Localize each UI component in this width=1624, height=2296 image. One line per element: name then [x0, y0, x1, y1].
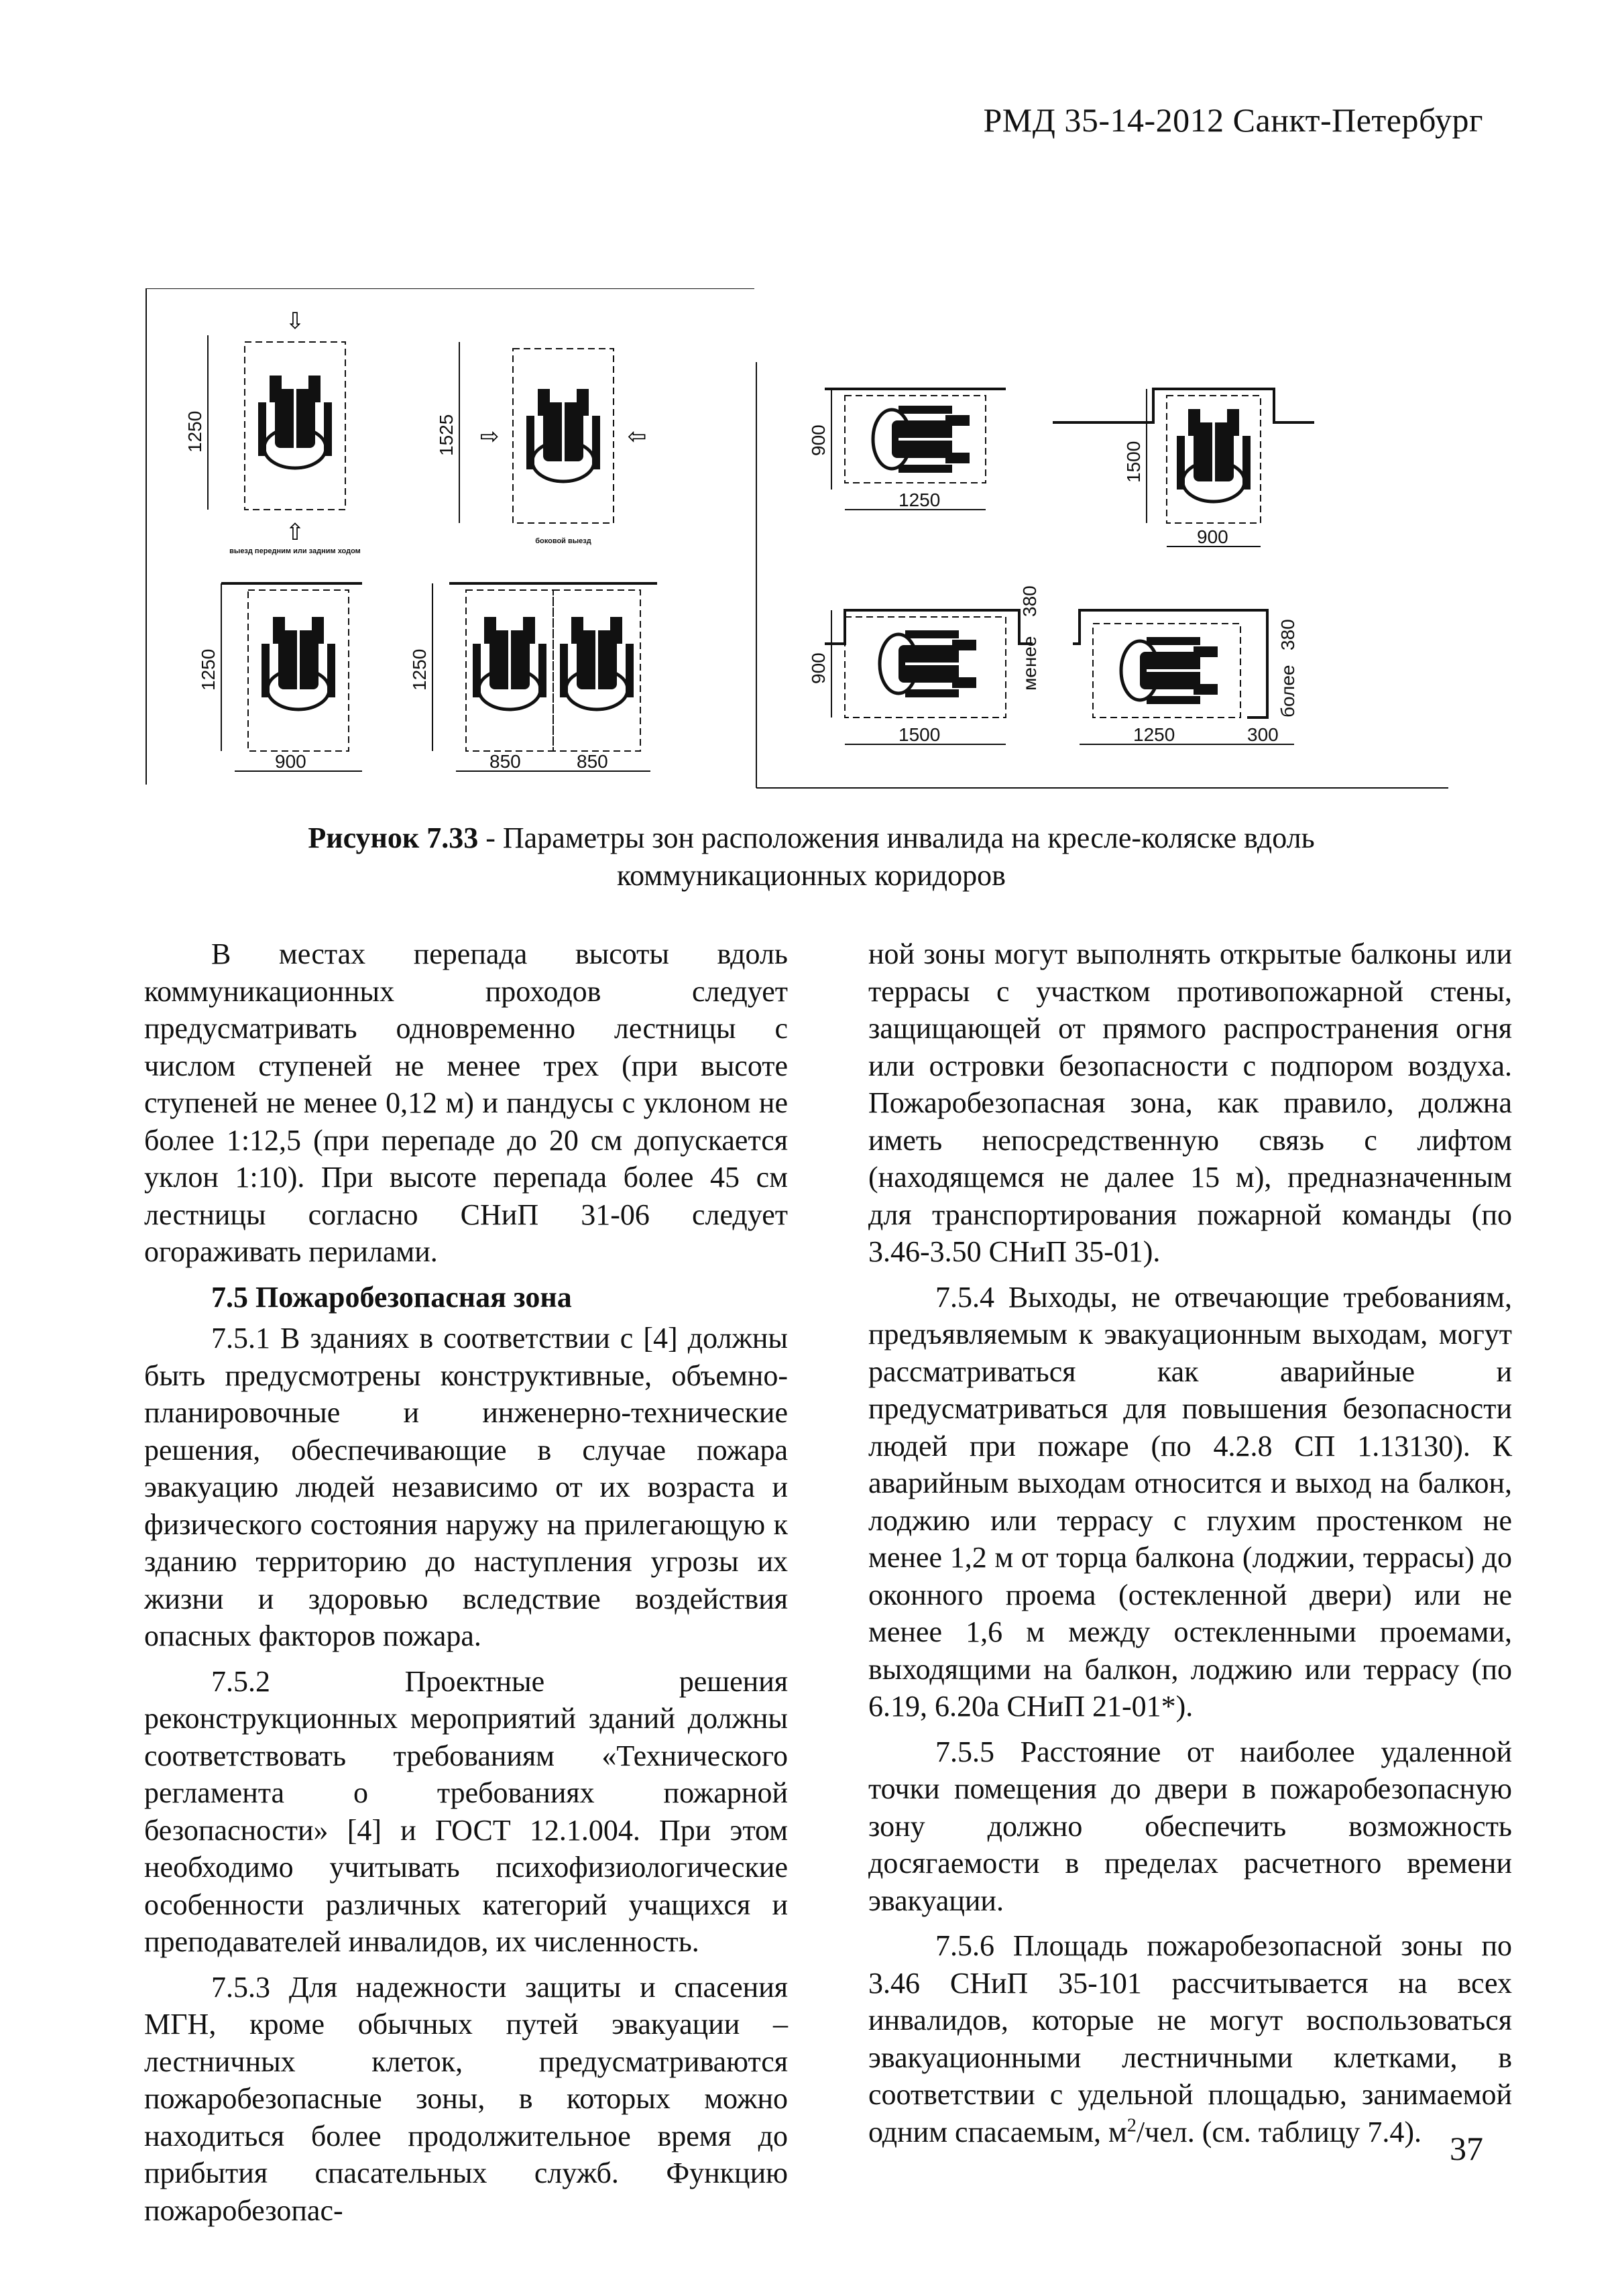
- running-header: РМД 35-14-2012 Санкт-Петербург: [983, 101, 1483, 139]
- caption-label: Рисунок: [308, 821, 420, 854]
- paragraph-text: /чел. (см. таблицу 7.4).: [1136, 2115, 1422, 2148]
- dim-label: 1500: [898, 724, 941, 745]
- dim-label: более: [1277, 665, 1298, 718]
- svg-text:⇩: ⇩: [285, 308, 305, 335]
- note-label: боковой выезд: [535, 537, 591, 545]
- svg-text:⇨: ⇨: [479, 423, 500, 450]
- zone-niche-side-less: [808, 585, 1040, 745]
- dim-label: 380: [1277, 619, 1298, 650]
- zone-corridor-side: [808, 389, 1006, 510]
- zone-front-exit: [184, 308, 361, 555]
- figure-wheelchair-zones: [134, 288, 1495, 805]
- dim-label: 900: [1197, 526, 1228, 547]
- dim-label: 850: [577, 751, 608, 772]
- caption-line2: коммуникационных коридоров: [617, 859, 1006, 892]
- svg-text:⇧: ⇧: [285, 519, 305, 546]
- dim-label: 1250: [1133, 724, 1175, 745]
- paragraph-text: 7.5.6 Площадь пожаробезопасной зоны по 3.46 СНиП 35-101 рассчитывается на всех инвалидов, которые не могут воспользоваться эвакуационными лестничными клетками, в соответствии с удельной площадью, занимаемой одним спасаемым, м: [868, 1929, 1512, 2148]
- svg-text:⇦: ⇦: [627, 423, 647, 450]
- paragraph: 7.5.3 Для надежности защиты и спасения МГН, кроме обычных путей эвакуации – лестничных клеток, предусматриваются пожаробезопасные зоны, в которых можно находиться более продолжительное время до прибытия спасательных служб. Функцию пожаробезопас-: [144, 1970, 788, 2227]
- section-heading: 7.5 Пожаробезопасная зона: [211, 1280, 572, 1314]
- figure-drawing: [134, 288, 1495, 805]
- paragraph: 7.5.1 В зданиях в соответствии с [4] должны быть предусмотрены конструктивные, объемно-планировочные и инженерно-технические решения, обеспечивающие в случае пожара эвакуацию людей независимо от их возраста и физического состояния наружу на прилегающую к зданию территорию до наступления угрозы их жизни и здоровью вследствие воздействия опасных факторов пожара.: [144, 1322, 788, 1652]
- paragraph: В местах перепада высоты вдоль коммуникационных проходов следует предусматривать одновременно лестницы с числом ступеней не менее трех (при высоте ступеней не менее 0,12 м) и пандусы с уклоном не более 1:12,5 (при перепаде до 20 см допускается уклон 1:10). При высоте перепада более 45 см лестницы согласно СНиП 31-06 следует огораживать перилами.: [144, 937, 788, 1268]
- zone-niche-side-more: [1073, 610, 1298, 745]
- dim-label: 380: [1019, 585, 1040, 617]
- dim-label: 1250: [409, 648, 430, 691]
- paragraph: ной зоны могут выполнять открытые балконы или террасы с участком противопожарной стены, защищающей от прямого распространения огня или островки безопасности с подпором воздуха. Пожаробезопасная зона, как правило, должна иметь непосредственную связь с лифтом (находящемся не далее 15 м), предназначенным для транспортирования пожарной команды (по 3.46-3.50 СНиП 35-01).: [868, 937, 1512, 1268]
- dim-label: 900: [808, 652, 829, 684]
- paragraph: 7.5.2 Проектные решения реконструкционных мероприятий зданий должны соответствовать требованиям «Технического регламента о требованиях пожарной безопасности» [4] и ГОСТ 12.1.004. При этом необходимо учитывать психофизиологические особенности различных категорий учащихся и преподавателей инвалидов, их численность.: [144, 1664, 788, 1958]
- superscript: 2: [1126, 2114, 1137, 2136]
- dim-label: менее: [1019, 636, 1040, 691]
- paragraph: 7.5.5 Расстояние от наиболее удаленной точки помещения до двери в пожаробезопасную зону должно обеспечить возможность досягаемости в пределах расчетного времени эвакуации.: [868, 1735, 1512, 1917]
- dim-label: 1500: [1123, 441, 1144, 483]
- page-number: 37: [1450, 2130, 1483, 2167]
- figure-caption: [201, 819, 1422, 895]
- right-column: [868, 935, 1512, 2159]
- dim-label: 900: [275, 751, 306, 772]
- paragraph: 7.5.4 Выходы, не отвечающие требованиям, предъявляемым к эвакуационным выходам, могут рассматриваться как аварийные и предусматриваться для повышения безопасности людей при пожаре (по 4.2.8 СП 1.13130). К аварийным выходам относится и выход на балкон, лоджию или террасу с глухим простенком не менее 1,2 м от торца балкона (лоджии, террасы) до оконного проема (остекленной двери) или не менее 1,6 м между остекленными проемами, выходящими на балкон, лоджию или террасу (по 6.19, 6.20а СНиП 21-01*).: [868, 1280, 1512, 1723]
- dim-label: 1250: [184, 410, 205, 453]
- paragraph: [868, 1927, 1512, 2150]
- zone-wall-double: [409, 583, 657, 772]
- dim-label: 1250: [198, 648, 219, 691]
- dim-label: 900: [808, 424, 829, 456]
- dim-label: 850: [489, 751, 521, 772]
- dim-label: 1525: [436, 414, 457, 456]
- zone-side-exit: [436, 342, 646, 545]
- caption-text: - Параметры зон расположения инвалида на кресле-коляске вдоль: [478, 821, 1315, 854]
- note-label: выезд передним или задним ходом: [229, 547, 361, 555]
- zone-niche-front: [1053, 389, 1314, 547]
- dim-label: 1250: [898, 490, 941, 510]
- zone-wall-single: [198, 583, 362, 772]
- left-column: [144, 935, 788, 2237]
- caption-number: 7.33: [426, 821, 479, 854]
- dim-label: 300: [1247, 724, 1279, 745]
